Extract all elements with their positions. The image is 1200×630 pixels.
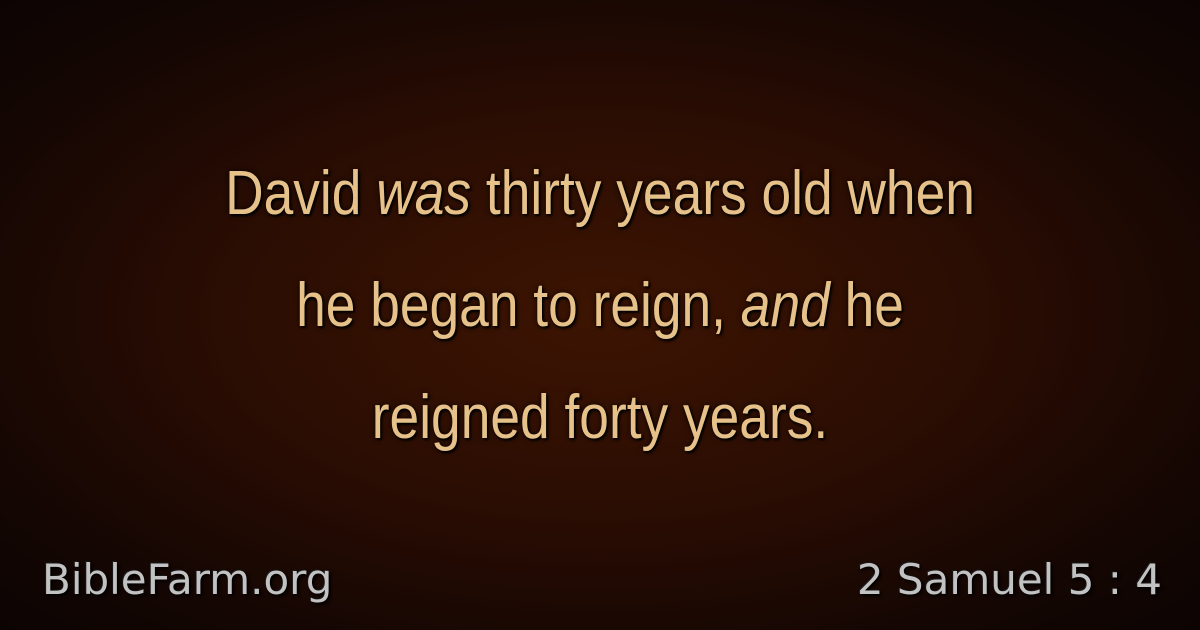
verse-line-2 <box>136 250 1065 362</box>
verse-line-1 <box>136 138 1065 250</box>
verse-line-2-italic: and <box>740 271 830 340</box>
verse-line-1-italic: was <box>376 159 472 228</box>
verse-line-3-text: reigned forty years. <box>371 383 829 452</box>
verse-reference: 2 Samuel 5 : 4 <box>856 555 1162 604</box>
verse-line-2-end: he <box>829 271 904 340</box>
verse-line-1-end: thirty years old when <box>471 159 975 228</box>
site-name: BibleFarm.org <box>42 555 333 604</box>
verse-line-1-start: David <box>225 159 377 228</box>
verse-line-3 <box>136 362 1065 474</box>
verse-text <box>136 138 1065 474</box>
verse-line-2-start: he began to reign, <box>296 271 741 340</box>
